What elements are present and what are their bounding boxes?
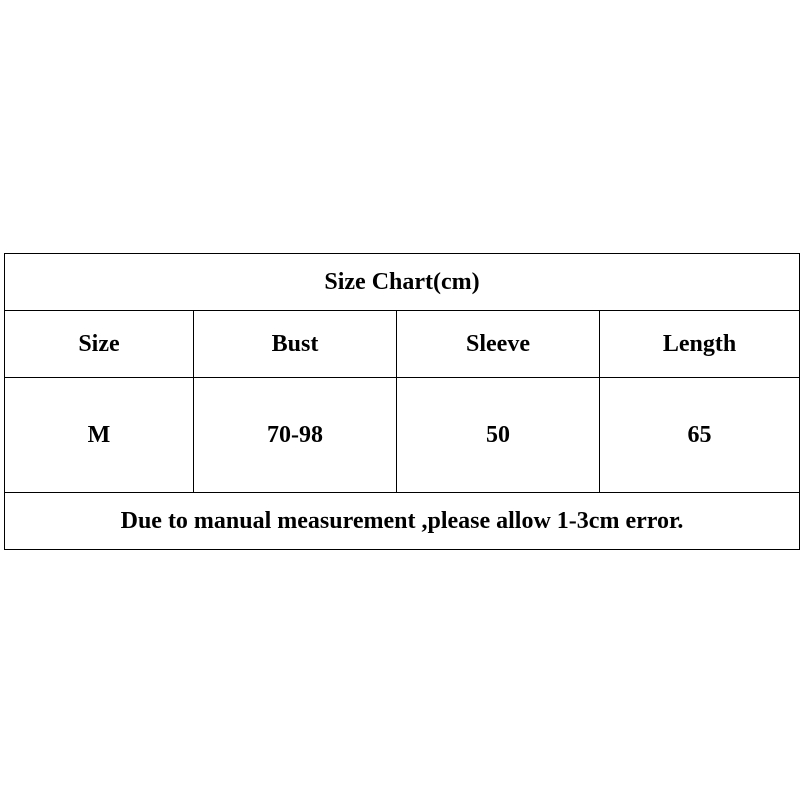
title-row: [5, 254, 800, 311]
header-sleeve: Sleeve: [397, 311, 600, 378]
header-bust: Bust: [194, 311, 397, 378]
size-chart-table: [4, 253, 800, 550]
note-row: [5, 493, 800, 550]
cell-sleeve: 50: [397, 378, 600, 493]
table-row: [5, 378, 800, 493]
cell-length: 65: [600, 378, 800, 493]
measurement-note: Due to manual measurement ,please allow 1-3cm error.: [5, 493, 800, 550]
cell-size: M: [5, 378, 194, 493]
header-size: Size: [5, 311, 194, 378]
header-length: Length: [600, 311, 800, 378]
table-title: Size Chart(cm): [5, 254, 800, 311]
cell-bust: 70-98: [194, 378, 397, 493]
header-row: [5, 311, 800, 378]
